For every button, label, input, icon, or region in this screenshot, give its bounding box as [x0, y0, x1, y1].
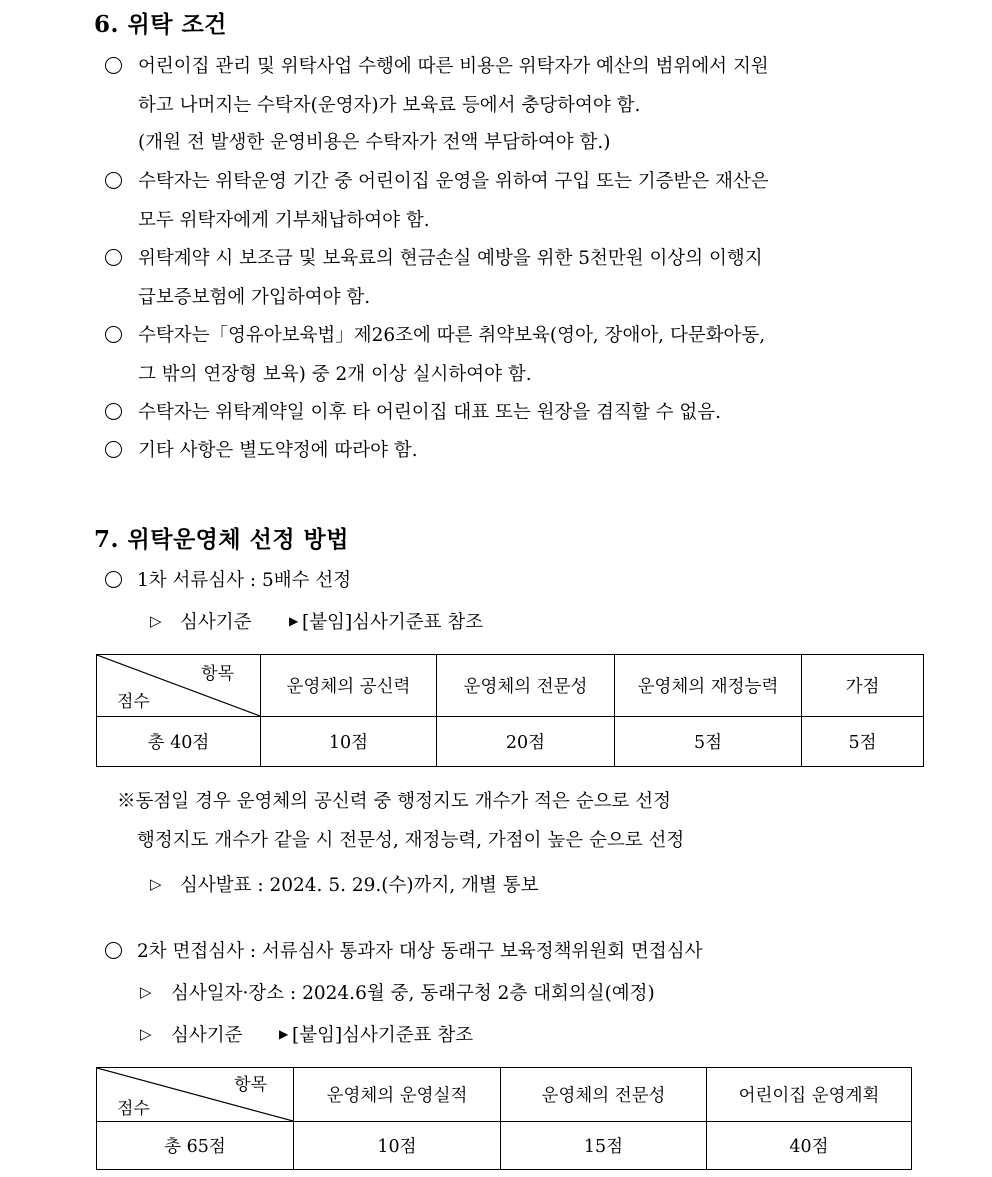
table-cell: 15점	[501, 1122, 707, 1170]
table-row-label: 총 65점	[97, 1122, 294, 1170]
table-header-row	[97, 1068, 912, 1122]
table-header-cell: 운영체의 공신력	[261, 655, 437, 717]
triangle-bullet-icon: ▷	[150, 612, 162, 630]
corner-top-label: 항목	[201, 664, 234, 684]
condition-line: 어린이집 관리 및 위탁사업 수행에 따른 비용은 위탁자가 예산의 범위에서 지원	[138, 56, 769, 77]
stage1-announcement: 심사발표 : 2024. 5. 29.(수)까지, 개별 통보	[180, 875, 539, 896]
arrow-right-icon: ▶	[279, 1027, 289, 1041]
bullet-circle-icon	[105, 942, 122, 959]
bullet-circle-icon	[105, 571, 122, 588]
triangle-bullet-icon: ▷	[140, 1025, 152, 1043]
table-header-row	[97, 655, 924, 717]
tie-break-note: ※동점일 경우 운영체의 공신력 중 행정지도 개수가 적은 순으로 선정	[117, 791, 671, 812]
bullet-circle-icon	[105, 403, 122, 420]
bullet-circle-icon	[105, 326, 122, 343]
corner-bottom-label: 점수	[117, 692, 150, 712]
table-cell: 5점	[615, 717, 802, 767]
triangle-bullet-icon: ▷	[150, 875, 162, 893]
table-row	[97, 1122, 912, 1170]
table-header-cell: 가점	[802, 655, 924, 717]
section-7-heading: 7. 위탁운영체 선정 방법	[94, 526, 349, 553]
table-header-cell: 운영체의 전문성	[501, 1068, 707, 1122]
stage1-title: 1차 서류심사 : 5배수 선정	[137, 570, 352, 591]
condition-line: 위탁계약 시 보조금 및 보육료의 현금손실 예방을 위한 5천만원 이상의 이행지	[138, 248, 763, 269]
bullet-circle-icon	[105, 57, 122, 74]
condition-line: 수탁자는 위탁계약일 이후 타 어린이집 대표 또는 원장을 겸직할 수 없음.	[138, 402, 721, 423]
condition-line: 모두 위탁자에게 기부채납하여야 함.	[138, 210, 430, 231]
bullet-circle-icon	[105, 249, 122, 266]
table-header-cell: 운영체의 재정능력	[615, 655, 802, 717]
stage1-criteria-ref: [붙임]심사기준표 참조	[302, 612, 484, 633]
condition-line: 그 밖의 연장형 보육) 중 2개 이상 실시하여야 함.	[138, 364, 532, 385]
table-header-cell: 운영체의 운영실적	[294, 1068, 501, 1122]
stage2-criteria-ref: [붙임]심사기준표 참조	[292, 1025, 474, 1046]
condition-line: 수탁자는「영유아보육법」제26조에 따른 취약보육(영아, 장애아, 다문화아동,	[138, 325, 766, 346]
corner-top-label: 항목	[234, 1075, 267, 1095]
corner-bottom-label: 점수	[117, 1099, 150, 1119]
stage2-criteria-table	[96, 1067, 912, 1170]
table-corner-cell	[97, 1068, 294, 1122]
condition-line: (개원 전 발생한 운영비용은 수탁자가 전액 부담하여야 함.)	[138, 132, 611, 153]
condition-line: 급보증보험에 가입하여야 함.	[138, 287, 371, 308]
stage2-title: 2차 면접심사 : 서류심사 통과자 대상 동래구 보육정책위원회 면접심사	[137, 941, 703, 962]
triangle-bullet-icon: ▷	[140, 983, 152, 1001]
table-cell: 10점	[294, 1122, 501, 1170]
stage2-schedule: 심사일자·장소 : 2024.6월 중, 동래구청 2층 대회의실(예정)	[171, 983, 655, 1004]
table-corner-cell	[97, 655, 261, 717]
stage2-criteria-label: 심사기준	[171, 1025, 243, 1046]
condition-line: 하고 나머지는 수탁자(운영자)가 보육료 등에서 충당하여야 함.	[138, 95, 641, 116]
table-header-cell: 어린이집 운영계획	[707, 1068, 912, 1122]
table-row-label: 총 40점	[97, 717, 261, 767]
stage1-criteria-table	[96, 654, 924, 767]
arrow-right-icon: ▶	[289, 614, 299, 628]
table-cell: 5점	[802, 717, 924, 767]
bullet-circle-icon	[105, 172, 122, 189]
table-cell: 40점	[707, 1122, 912, 1170]
stage1-criteria-label: 심사기준	[180, 612, 252, 633]
table-row	[97, 717, 924, 767]
table-header-cell: 운영체의 전문성	[437, 655, 615, 717]
condition-line: 기타 사항은 별도약정에 따라야 함.	[138, 440, 418, 461]
table-cell: 20점	[437, 717, 615, 767]
section-6-heading: 6. 위탁 조건	[94, 11, 227, 38]
bullet-circle-icon	[105, 441, 122, 458]
table-cell: 10점	[261, 717, 437, 767]
condition-line: 수탁자는 위탁운영 기간 중 어린이집 운영을 위하여 구입 또는 기증받은 재산은	[138, 171, 769, 192]
tie-break-note: 행정지도 개수가 같을 시 전문성, 재정능력, 가점이 높은 순으로 선정	[137, 830, 685, 851]
